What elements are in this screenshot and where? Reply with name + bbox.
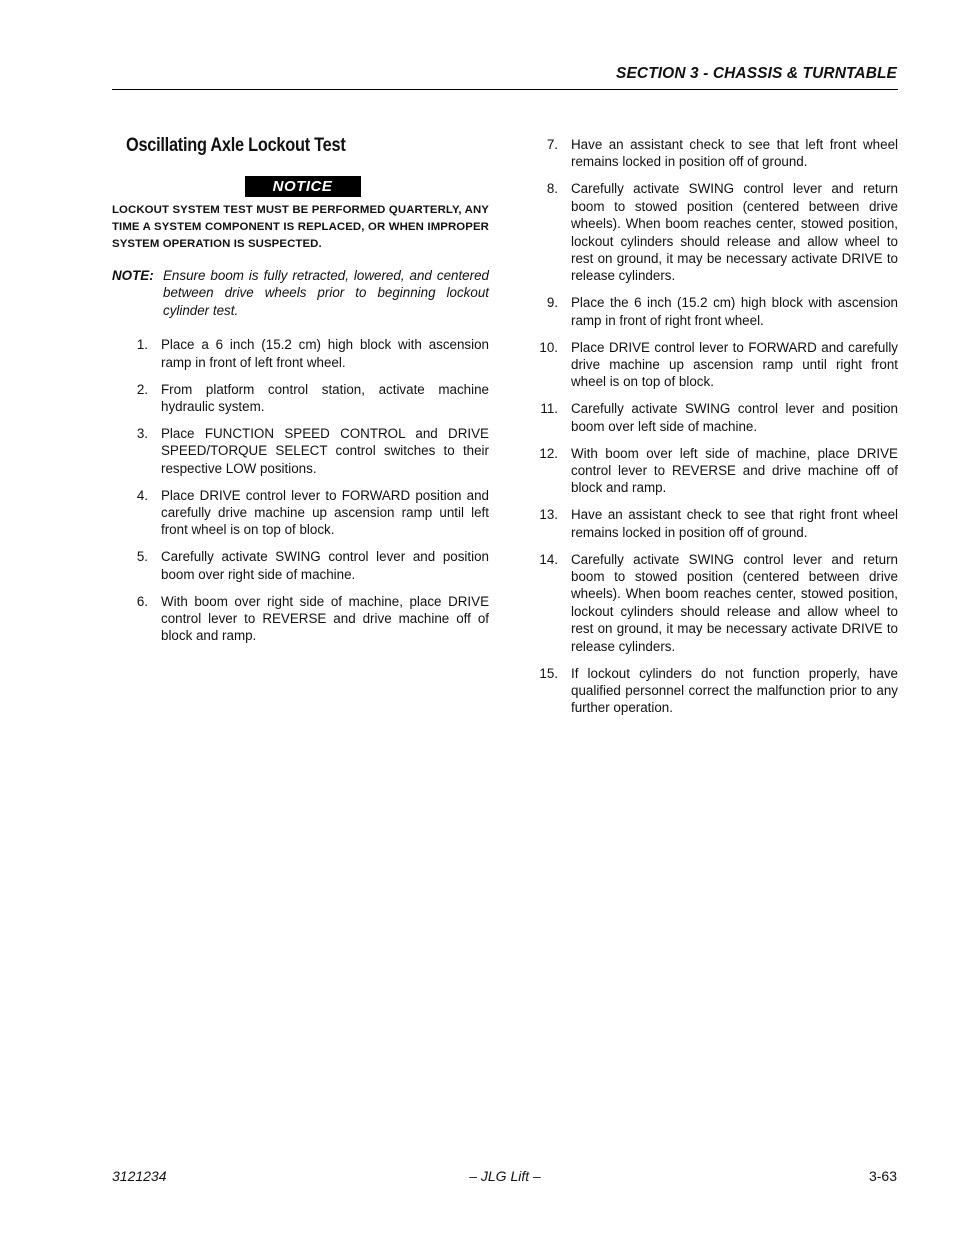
page-number: 3-63: [868, 1168, 897, 1184]
step-item: [112, 336, 489, 371]
step-number: 1.: [136, 337, 148, 353]
step-text: If lockout cylinders do not function properly, have qualified personnel correct the malfunction prior to any further operation.: [571, 665, 898, 716]
publisher-footer: – JLG Lift –: [469, 1168, 541, 1184]
step-item: [533, 400, 898, 435]
step-text: Place FUNCTION SPEED CONTROL and DRIVE SPEED/TORQUE SELECT control switches to their respective LOW positions.: [161, 425, 489, 476]
step-item: [533, 180, 898, 284]
step-text: Carefully activate SWING control lever and position boom over right side of machine.: [161, 549, 489, 582]
step-number: 5.: [136, 549, 148, 565]
step-item: [112, 487, 489, 539]
step-item: [533, 445, 898, 497]
step-item: [533, 136, 898, 171]
step-item: [112, 425, 489, 477]
step-text: Carefully activate SWING control lever and return boom to stowed position (centered between drive wheels). When boom reaches center, stowed position, lockout cylinders should release and allow wheel to rest on ground, it may be necessary activate DRIVE to release cylinders.: [571, 181, 898, 284]
step-text: Place the 6 inch (15.2 cm) high block with ascension ramp in front of right front wheel.: [571, 295, 898, 328]
step-item: [533, 339, 898, 391]
step-item: [112, 593, 489, 645]
step-item: [533, 294, 898, 329]
step-item: [533, 665, 898, 717]
step-number: 2.: [136, 381, 148, 397]
step-text: Place DRIVE control lever to FORWARD and carefully drive machine up ascension ramp until right front wheel is on top of block.: [571, 339, 898, 390]
step-number: 11.: [540, 401, 558, 417]
step-text: With boom over left side of machine, place DRIVE control lever to REVERSE and drive machine off of block and ramp.: [571, 445, 898, 496]
section-title: SECTION 3 - CHASSIS & TURNTABLE: [616, 65, 897, 82]
step-text: Carefully activate SWING control lever and return boom to stowed position (centered between drive wheels). When boom reaches center, stowed position, lockout cylinders should release and allow wheel to rest on ground, it may be necessary activate DRIVE to release cylinders.: [571, 551, 898, 654]
step-number: 9.: [546, 295, 558, 311]
step-number: 15.: [539, 665, 558, 681]
notice-text: LOCKOUT SYSTEM TEST MUST BE PERFORMED QUARTERLY, ANY TIME A SYSTEM COMPONENT IS REPLACED, OR WHEN IMPROPER SYSTEM OPERATION IS SUSPECTED.: [112, 204, 489, 250]
note-text: Ensure boom is fully retracted, lowered, and centered between drive wheels prior to beginning lockout cylinder test.: [163, 268, 489, 318]
header-divider: [112, 89, 898, 90]
notice-container: [112, 176, 489, 197]
steps-list-right: [533, 136, 898, 717]
step-number: 6.: [136, 593, 148, 609]
step-text: Place a 6 inch (15.2 cm) high block with ascension ramp in front of left front wheel.: [161, 337, 489, 370]
step-number: 3.: [136, 425, 148, 441]
page-heading: Oscillating Axle Lockout Test: [126, 135, 346, 156]
step-item: [533, 551, 898, 655]
step-text: Have an assistant check to see that left front wheel remains locked in position off of ground.: [571, 137, 898, 170]
step-text: Have an assistant check to see that right front wheel remains locked in position off of ground.: [571, 507, 898, 540]
step-number: 4.: [136, 487, 148, 503]
step-text: From platform control station, activate machine hydraulic system.: [161, 381, 489, 414]
step-text: Carefully activate SWING control lever and position boom over left side of machine.: [571, 401, 898, 434]
step-text: Place DRIVE control lever to FORWARD position and carefully drive machine up ascension ramp until left front wheel is on top of block.: [161, 487, 489, 538]
doc-number: 3121234: [112, 1168, 167, 1184]
left-column: [112, 132, 489, 654]
notice-badge: NOTICE: [245, 176, 361, 197]
step-item: [533, 506, 898, 541]
right-column: [533, 136, 898, 726]
step-number: 7.: [546, 137, 558, 152]
note-label: NOTE:: [112, 268, 154, 283]
step-item: [112, 548, 489, 583]
note-block: [112, 267, 489, 319]
step-item: [112, 381, 489, 416]
step-number: 14.: [539, 551, 558, 567]
step-number: 13.: [539, 507, 558, 523]
step-number: 12.: [539, 445, 558, 461]
step-number: 8.: [546, 181, 558, 197]
step-text: With boom over right side of machine, place DRIVE control lever to REVERSE and drive machine off of block and ramp.: [161, 593, 489, 644]
step-number: 10.: [539, 339, 558, 355]
steps-list-left: [112, 336, 489, 645]
